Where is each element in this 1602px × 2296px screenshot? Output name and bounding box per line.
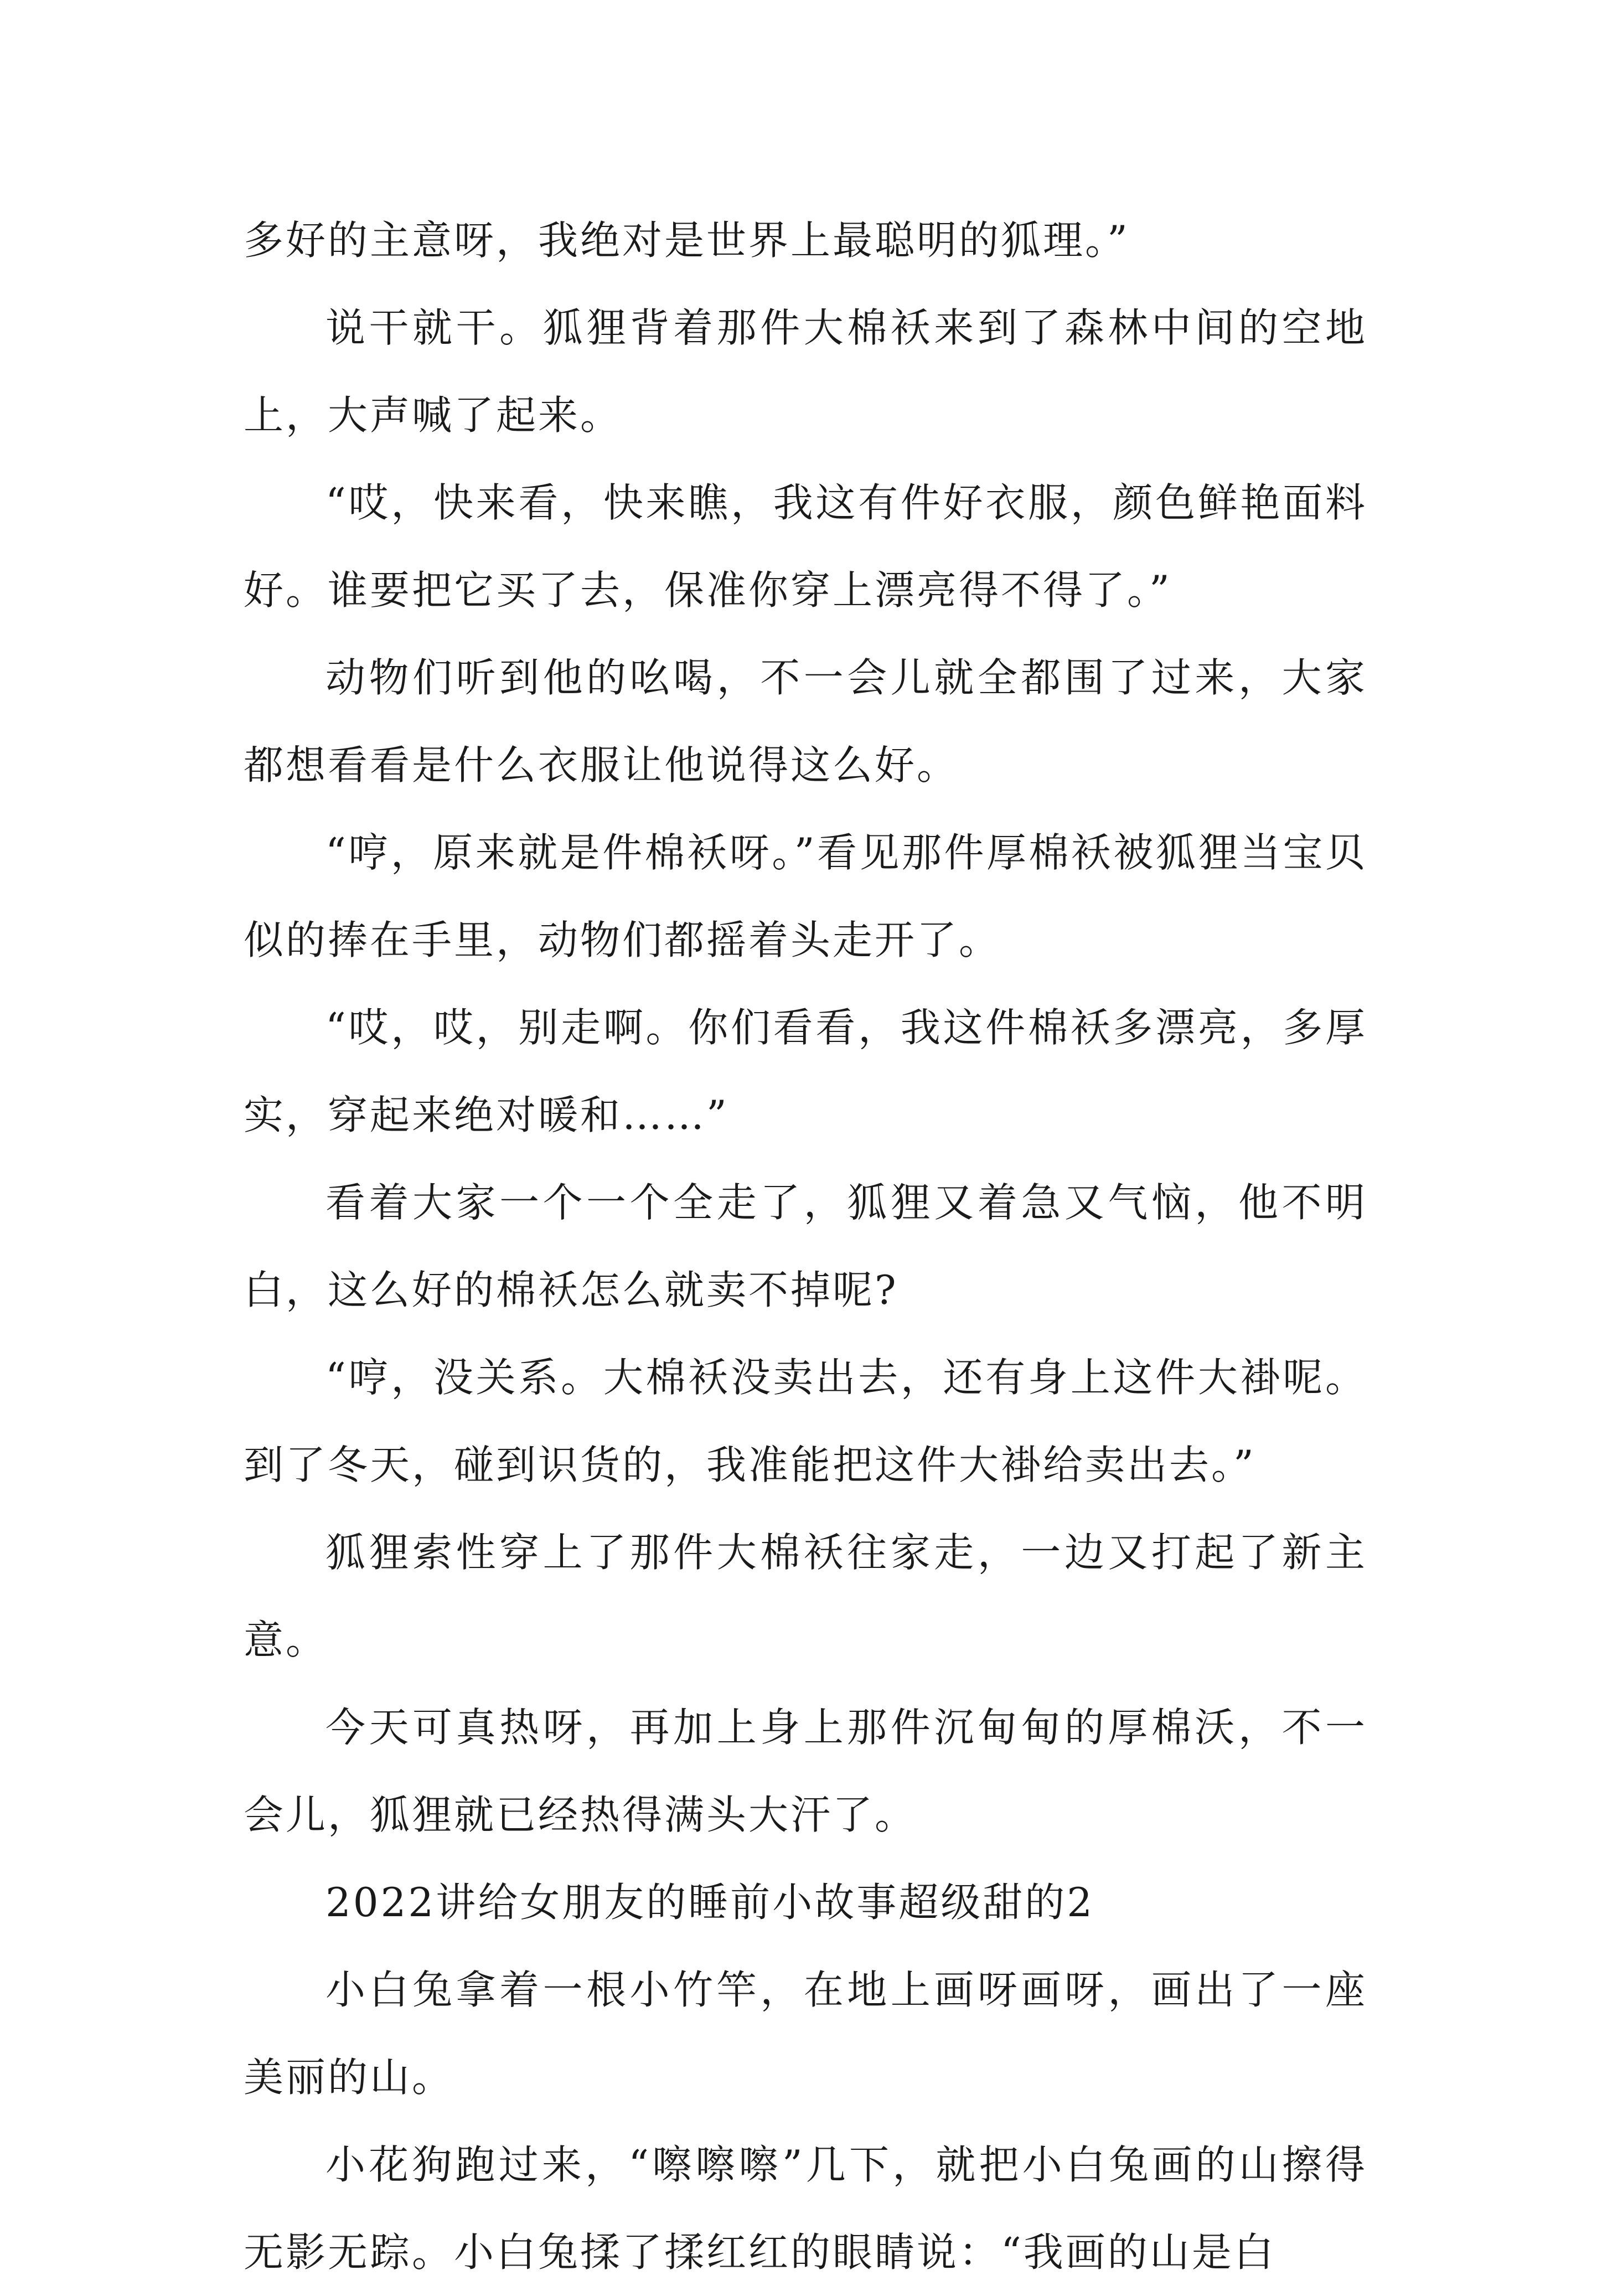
paragraph-6: “哎，哎，别走啊。你们看看，我这件棉袄多漂亮，多厚实，穿起来绝对暖和……” bbox=[244, 1004, 1367, 1138]
document-page bbox=[244, 197, 1367, 2296]
paragraph-5: “哼，原来就是件棉袄呀。”看见那件厚棉袄被狐狸当宝贝似的捧在手里，动物们都摇着头走开了。 bbox=[244, 829, 1367, 963]
paragraph-10: 今天可真热呀，再加上身上那件沉甸甸的厚棉沃，不一会儿，狐狸就已经热得满头大汗了。 bbox=[244, 1704, 1367, 1838]
paragraph-4: 动物们听到他的吆喝，不一会儿就全都围了过来，大家都想看看是什么衣服让他说得这么好。 bbox=[244, 654, 1367, 788]
paragraph-1: 多好的主意呀，我绝对是世界上最聪明的狐理。” bbox=[244, 217, 1130, 264]
section-heading: 2022讲给女朋友的睡前小故事超级甜的2 bbox=[325, 1879, 1095, 1926]
paragraph-8: “哼，没关系。大棉袄没卖出去，还有身上这件大褂呢。到了冬天，碰到识货的，我准能把这件大褂给卖出去。” bbox=[244, 1354, 1367, 1488]
paragraph-9: 狐狸索性穿上了那件大棉袄往家走，一边又打起了新主意。 bbox=[244, 1529, 1367, 1663]
paragraph-7: 看着大家一个一个全走了，狐狸又着急又气恼，他不明白，这么好的棉袄怎么就卖不掉呢? bbox=[244, 1179, 1367, 1313]
paragraph-3: “哎，快来看，快来瞧，我这有件好衣服，颜色鲜艳面料好。谁要把它买了去，保准你穿上漂亮得不得了。” bbox=[244, 479, 1367, 613]
paragraph-2: 说干就干。狐狸背着那件大棉袄来到了森林中间的空地上，大声喊了起来。 bbox=[244, 305, 1367, 438]
paragraph-13: 小花狗跑过来，“嚓嚓嚓”几下，就把小白兔画的山擦得无影无踪。小白兔揉了揉红红的眼睛说：“我画的山是白 bbox=[244, 2142, 1367, 2276]
paragraph-12: 小白兔拿着一根小竹竿，在地上画呀画呀，画出了一座美丽的山。 bbox=[244, 1967, 1367, 2101]
